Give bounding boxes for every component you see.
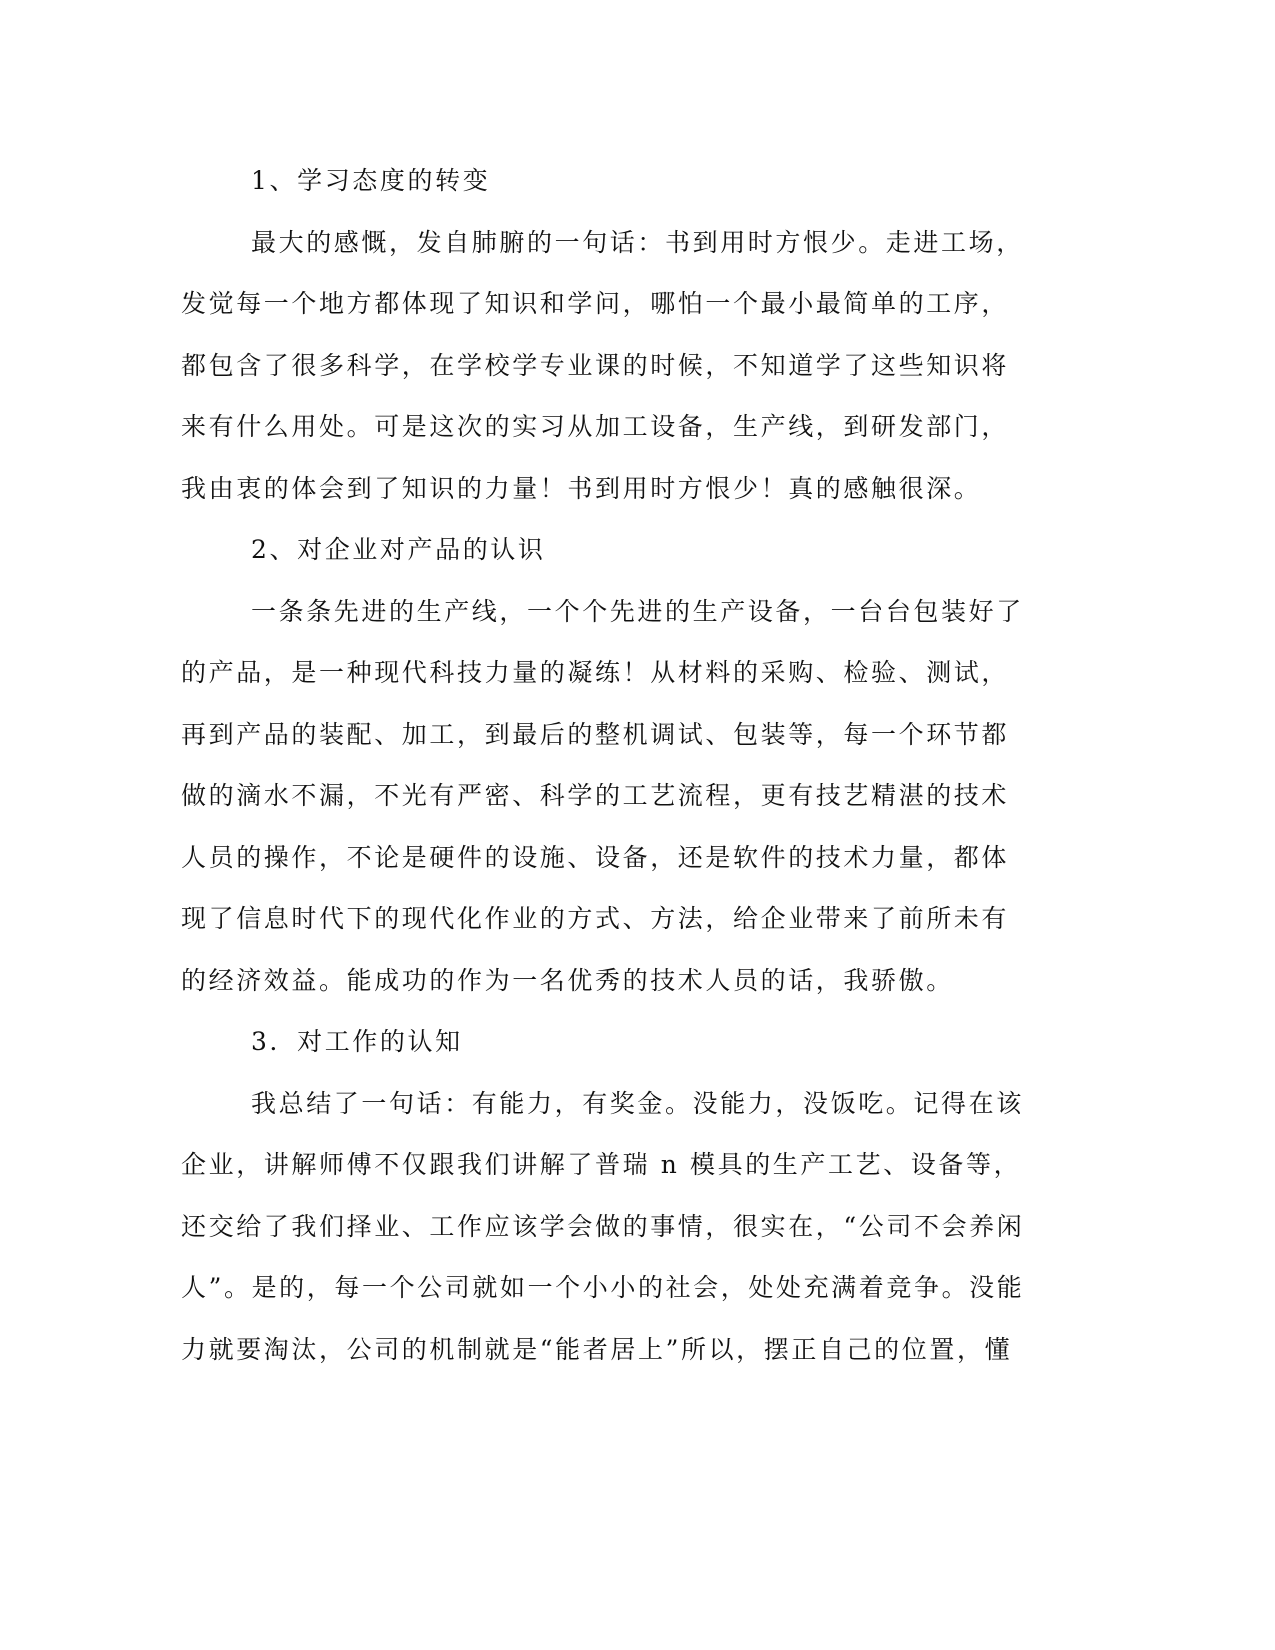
paragraph-line: 再到产品的装配、加工，到最后的整机调试、包装等，每一个环节都 xyxy=(181,719,1010,749)
paragraph-line: 最大的感慨，发自肺腑的一句话：书到用时方恨少。走进工场， xyxy=(251,227,1024,257)
paragraph-line: 我总结了一句话：有能力，有奖金。没能力，没饭吃。记得在该 xyxy=(251,1088,1024,1118)
document-page xyxy=(181,150,1031,1380)
paragraph-line: 发觉每一个地方都体现了知识和学问，哪怕一个最小最简单的工序， xyxy=(181,289,1010,318)
paragraph-line: 现了信息时代下的现代化作业的方式、方法，给企业带来了前所未有 xyxy=(181,904,1010,933)
paragraph-line: 都包含了很多科学，在学校学专业课的时候，不知道学了这些知识将 xyxy=(181,350,1010,380)
section-heading: 3．对工作的认知 xyxy=(251,1027,463,1056)
paragraph-line: 做的滴水不漏，不光有严密、科学的工艺流程，更有技艺精湛的技术 xyxy=(181,781,1010,810)
section-heading: 2、对企业对产品的认识 xyxy=(251,535,546,564)
paragraph-line: 的经济效益。能成功的作为一名优秀的技术人员的话，我骄傲。 xyxy=(181,965,954,995)
paragraph-line: 来有什么用处。可是这次的实习从加工设备，生产线，到研发部门， xyxy=(181,412,1010,441)
paragraph-line: 力就要淘汰，公司的机制就是“能者居上”所以，摆正自己的位置，懂 xyxy=(181,1334,1013,1364)
section-heading: 1、学习态度的转变 xyxy=(251,166,491,195)
paragraph-line: 企业，讲解师傅不仅跟我们讲解了普瑞 n 模具的生产工艺、设备等， xyxy=(181,1150,1022,1179)
paragraph-line: 还交给了我们择业、工作应该学会做的事情，很实在，“公司不会养闲 xyxy=(181,1211,1025,1241)
paragraph-line: 人”。是的，每一个公司就如一个小小的社会，处处充满着竞争。没能 xyxy=(181,1273,1025,1302)
paragraph-line: 人员的操作，不论是硬件的设施、设备，还是软件的技术力量，都体 xyxy=(181,842,1010,872)
paragraph-line: 我由衷的体会到了知识的力量！书到用时方恨少！真的感触很深。 xyxy=(181,473,982,503)
paragraph-line: 的产品，是一种现代科技力量的凝练！从材料的采购、检验、测试， xyxy=(181,658,1010,687)
paragraph-line: 一条条先进的生产线，一个个先进的生产设备，一台台包装好了 xyxy=(251,596,1024,626)
